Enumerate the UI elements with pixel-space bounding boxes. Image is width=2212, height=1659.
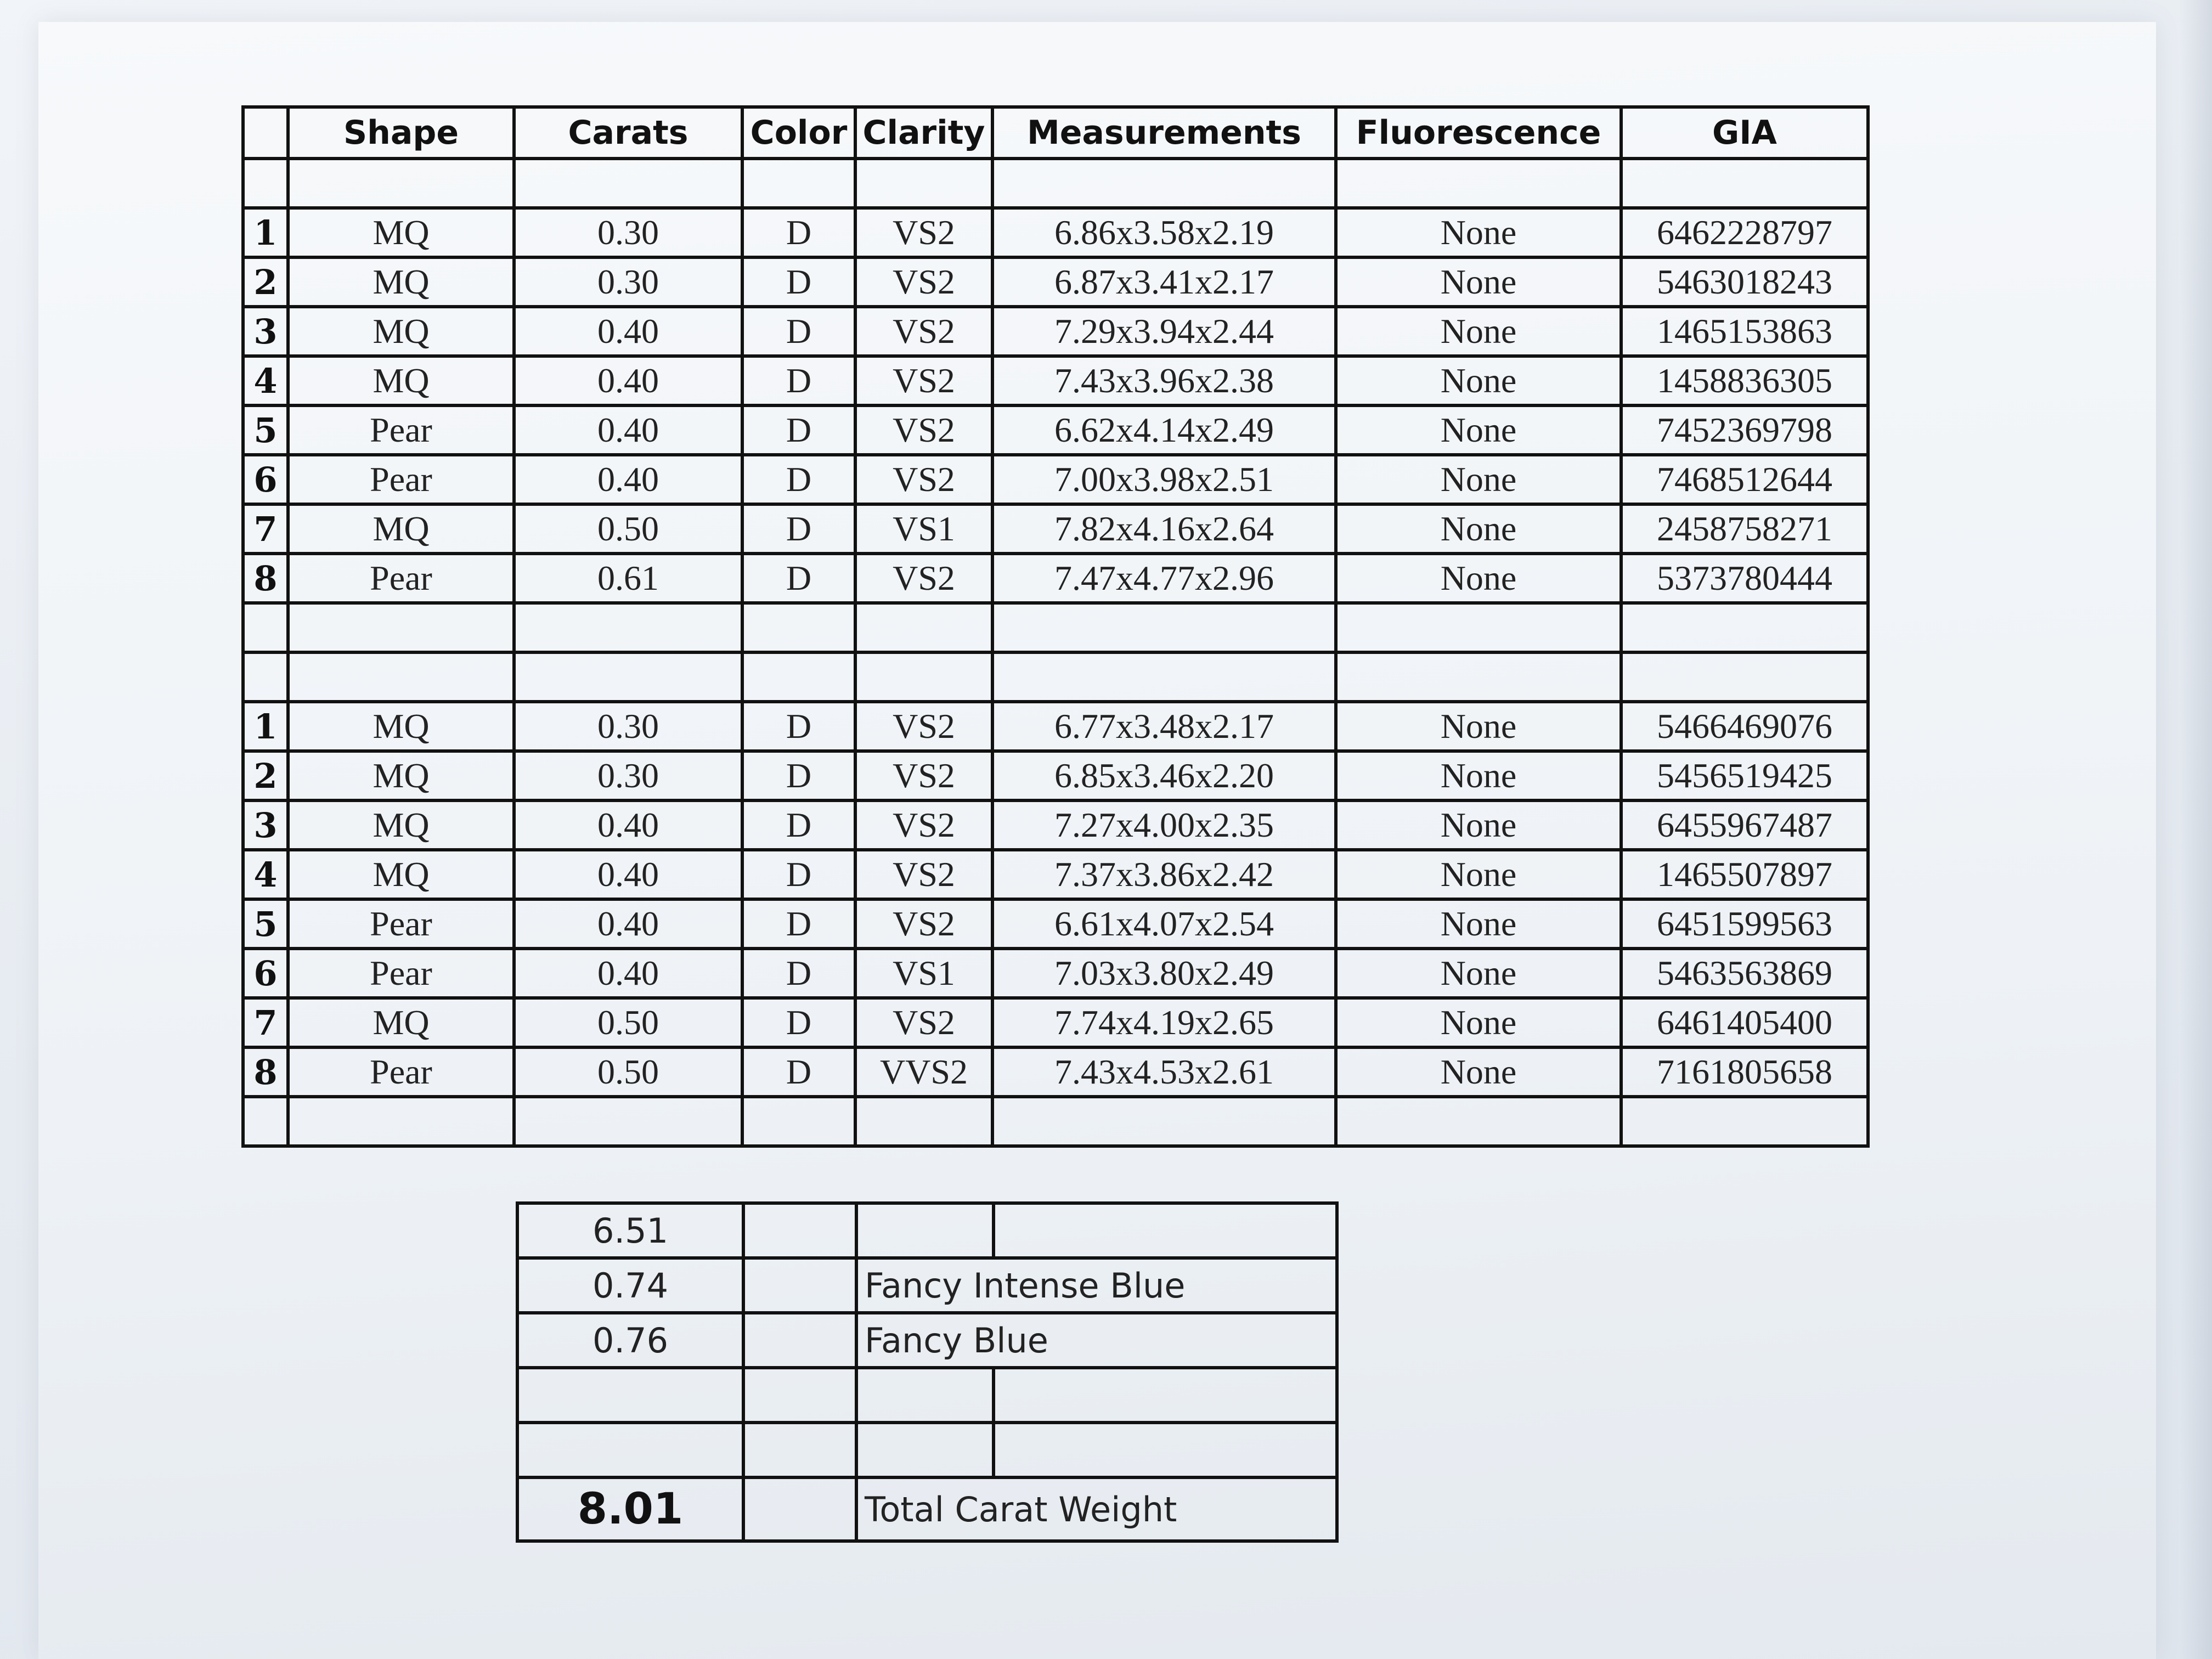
stone-measurements: 6.77x3.48x2.17 (992, 702, 1336, 751)
stone-index: 3 (243, 800, 288, 850)
stone-measurements: 6.86x3.58x2.19 (992, 208, 1336, 257)
stone-fluorescence: None (1336, 504, 1621, 554)
stone-gia-number: 5463563869 (1621, 949, 1868, 998)
stone-index: 3 (243, 307, 288, 356)
stone-gia-number: 5456519425 (1621, 751, 1868, 800)
stone-gia-number: 1465153863 (1621, 307, 1868, 356)
page-shadow (2179, 0, 2212, 1659)
table-row (243, 356, 1868, 405)
stone-color: D (742, 405, 855, 455)
table-row (243, 405, 1868, 455)
stone-clarity: VS2 (855, 405, 992, 455)
stone-clarity: VS2 (855, 899, 992, 949)
stone-measurements: 7.47x4.77x2.96 (992, 554, 1336, 603)
stone-color: D (742, 998, 855, 1047)
stone-measurements: 7.82x4.16x2.64 (992, 504, 1336, 554)
stone-index: 7 (243, 998, 288, 1047)
empty-cell (1621, 652, 1868, 702)
empty-cell (856, 1203, 994, 1258)
table-row (243, 257, 1868, 307)
stone-gia-number: 7468512644 (1621, 455, 1868, 504)
empty-cell (1336, 603, 1621, 652)
empty-cell (1336, 652, 1621, 702)
stone-shape: Pear (288, 405, 514, 455)
stone-carats: 0.50 (514, 504, 742, 554)
stone-clarity: VS2 (855, 800, 992, 850)
subtotal-carats: 6.51 (517, 1203, 743, 1258)
stone-gia-number: 2458758271 (1621, 504, 1868, 554)
header-fluorescence: Fluorescence (1336, 107, 1621, 159)
empty-cell (743, 1477, 856, 1541)
summary-blank-row (517, 1368, 1337, 1423)
blank-row (243, 159, 1868, 208)
stone-fluorescence: None (1336, 208, 1621, 257)
stone-color: D (742, 949, 855, 998)
stone-gia-number: 6455967487 (1621, 800, 1868, 850)
stone-clarity: VS2 (855, 998, 992, 1047)
header-row (243, 107, 1868, 159)
stone-carats: 0.30 (514, 257, 742, 307)
table-row (243, 850, 1868, 899)
table-row (243, 307, 1868, 356)
table-row (243, 1047, 1868, 1097)
diamond-table-body (243, 107, 1868, 1146)
stone-index: 1 (243, 702, 288, 751)
stone-clarity: VS2 (855, 257, 992, 307)
stone-fluorescence: None (1336, 455, 1621, 504)
stone-measurements: 6.85x3.46x2.20 (992, 751, 1336, 800)
stone-clarity: VS1 (855, 504, 992, 554)
empty-cell (243, 652, 288, 702)
stone-index: 8 (243, 554, 288, 603)
header-index (243, 107, 288, 159)
stone-measurements: 7.74x4.19x2.65 (992, 998, 1336, 1047)
summary-blank-row (517, 1423, 1337, 1477)
stone-shape: MQ (288, 751, 514, 800)
table-row (243, 554, 1868, 603)
stone-shape: MQ (288, 702, 514, 751)
empty-cell (288, 603, 514, 652)
stone-color: D (742, 208, 855, 257)
stone-color: D (742, 751, 855, 800)
empty-cell (743, 1368, 856, 1423)
empty-cell (743, 1203, 856, 1258)
stone-shape: MQ (288, 800, 514, 850)
stone-gia-number: 6461405400 (1621, 998, 1868, 1047)
stone-measurements: 7.37x3.86x2.42 (992, 850, 1336, 899)
empty-cell (288, 1097, 514, 1146)
stone-color: D (742, 356, 855, 405)
stone-color: D (742, 554, 855, 603)
stone-clarity: VS2 (855, 356, 992, 405)
blank-row (243, 1097, 1868, 1146)
empty-cell (243, 603, 288, 652)
stone-clarity: VS2 (855, 554, 992, 603)
stone-gia-number: 1465507897 (1621, 850, 1868, 899)
stone-fluorescence: None (1336, 702, 1621, 751)
empty-cell (743, 1313, 856, 1368)
stone-clarity: VS2 (855, 307, 992, 356)
header-shape: Shape (288, 107, 514, 159)
stone-measurements: 7.29x3.94x2.44 (992, 307, 1336, 356)
stone-carats: 0.50 (514, 1047, 742, 1097)
table-row (243, 751, 1868, 800)
empty-cell (743, 1423, 856, 1477)
stone-shape: Pear (288, 949, 514, 998)
stone-fluorescence: None (1336, 405, 1621, 455)
stone-clarity: VS2 (855, 702, 992, 751)
header-clarity: Clarity (855, 107, 992, 159)
stone-fluorescence: None (1336, 899, 1621, 949)
stone-carats: 0.61 (514, 554, 742, 603)
stone-carats: 0.40 (514, 949, 742, 998)
subtotal-row (517, 1203, 1337, 1258)
fancy-intense-label: Fancy Intense Blue (856, 1258, 1337, 1313)
empty-cell (514, 159, 742, 208)
stone-shape: MQ (288, 356, 514, 405)
fancy-intense-carats: 0.74 (517, 1258, 743, 1313)
stone-index: 5 (243, 405, 288, 455)
empty-cell (288, 652, 514, 702)
empty-cell (514, 652, 742, 702)
empty-cell (288, 159, 514, 208)
stone-carats: 0.40 (514, 307, 742, 356)
stone-fluorescence: None (1336, 307, 1621, 356)
empty-cell (1336, 1097, 1621, 1146)
empty-cell (517, 1423, 743, 1477)
stone-carats: 0.40 (514, 850, 742, 899)
empty-cell (514, 603, 742, 652)
stone-shape: Pear (288, 455, 514, 504)
header-measurements: Measurements (992, 107, 1336, 159)
blank-row (243, 652, 1868, 702)
stone-color: D (742, 850, 855, 899)
stone-gia-number: 5373780444 (1621, 554, 1868, 603)
stone-fluorescence: None (1336, 800, 1621, 850)
stone-color: D (742, 504, 855, 554)
stone-fluorescence: None (1336, 257, 1621, 307)
empty-cell (855, 652, 992, 702)
table-row (243, 702, 1868, 751)
empty-cell (517, 1368, 743, 1423)
stone-shape: MQ (288, 504, 514, 554)
stone-clarity: VVS2 (855, 1047, 992, 1097)
stone-index: 6 (243, 455, 288, 504)
stone-clarity: VS2 (855, 850, 992, 899)
stone-clarity: VS1 (855, 949, 992, 998)
stone-carats: 0.40 (514, 800, 742, 850)
empty-cell (856, 1368, 994, 1423)
empty-cell (514, 1097, 742, 1146)
empty-cell (994, 1423, 1337, 1477)
diamond-table (241, 105, 1870, 1148)
stone-carats: 0.40 (514, 356, 742, 405)
stone-gia-number: 6462228797 (1621, 208, 1868, 257)
empty-cell (855, 159, 992, 208)
empty-cell (243, 159, 288, 208)
table-row (243, 455, 1868, 504)
stone-color: D (742, 800, 855, 850)
stone-fluorescence: None (1336, 1047, 1621, 1097)
stone-carats: 0.30 (514, 208, 742, 257)
stone-shape: MQ (288, 208, 514, 257)
empty-cell (994, 1368, 1337, 1423)
stone-index: 1 (243, 208, 288, 257)
table-row (243, 949, 1868, 998)
stone-carats: 0.30 (514, 702, 742, 751)
stone-color: D (742, 307, 855, 356)
stone-index: 4 (243, 850, 288, 899)
stone-index: 6 (243, 949, 288, 998)
stone-measurements: 6.61x4.07x2.54 (992, 899, 1336, 949)
stone-fluorescence: None (1336, 949, 1621, 998)
stone-index: 4 (243, 356, 288, 405)
empty-cell (855, 603, 992, 652)
stone-clarity: VS2 (855, 751, 992, 800)
empty-cell (742, 159, 855, 208)
stone-color: D (742, 899, 855, 949)
stone-measurements: 7.43x4.53x2.61 (992, 1047, 1336, 1097)
stone-measurements: 7.03x3.80x2.49 (992, 949, 1336, 998)
empty-cell (1336, 159, 1621, 208)
stone-fluorescence: None (1336, 850, 1621, 899)
empty-cell (992, 1097, 1336, 1146)
stone-gia-number: 5466469076 (1621, 702, 1868, 751)
header-color: Color (742, 107, 855, 159)
stone-color: D (742, 1047, 855, 1097)
stone-index: 5 (243, 899, 288, 949)
blank-row (243, 603, 1868, 652)
total-label: Total Carat Weight (856, 1477, 1337, 1541)
table-row (243, 998, 1868, 1047)
empty-cell (994, 1203, 1337, 1258)
stone-carats: 0.40 (514, 405, 742, 455)
stone-carats: 0.40 (514, 455, 742, 504)
table-row (243, 504, 1868, 554)
empty-cell (992, 603, 1336, 652)
empty-cell (855, 1097, 992, 1146)
stone-shape: MQ (288, 850, 514, 899)
fancy-blue-label: Fancy Blue (856, 1313, 1337, 1368)
stone-gia-number: 7161805658 (1621, 1047, 1868, 1097)
stone-carats: 0.50 (514, 998, 742, 1047)
stone-shape: Pear (288, 1047, 514, 1097)
empty-cell (742, 603, 855, 652)
stone-measurements: 6.87x3.41x2.17 (992, 257, 1336, 307)
stone-shape: Pear (288, 554, 514, 603)
stone-carats: 0.40 (514, 899, 742, 949)
stone-shape: MQ (288, 998, 514, 1047)
stone-fluorescence: None (1336, 998, 1621, 1047)
stone-measurements: 7.00x3.98x2.51 (992, 455, 1336, 504)
empty-cell (743, 1258, 856, 1313)
table-row (243, 800, 1868, 850)
stone-index: 7 (243, 504, 288, 554)
empty-cell (992, 159, 1336, 208)
stone-index: 2 (243, 257, 288, 307)
empty-cell (742, 652, 855, 702)
stone-fluorescence: None (1336, 356, 1621, 405)
stone-gia-number: 1458836305 (1621, 356, 1868, 405)
stone-measurements: 7.27x4.00x2.35 (992, 800, 1336, 850)
total-carats: 8.01 (517, 1477, 743, 1541)
summary-table (516, 1201, 1339, 1543)
table-row (243, 208, 1868, 257)
stone-measurements: 7.43x3.96x2.38 (992, 356, 1336, 405)
empty-cell (992, 652, 1336, 702)
stone-color: D (742, 455, 855, 504)
stone-carats: 0.30 (514, 751, 742, 800)
fancy-blue-row (517, 1313, 1337, 1368)
stone-gia-number: 7452369798 (1621, 405, 1868, 455)
stone-clarity: VS2 (855, 455, 992, 504)
header-carats: Carats (514, 107, 742, 159)
empty-cell (1621, 159, 1868, 208)
stone-index: 8 (243, 1047, 288, 1097)
empty-cell (243, 1097, 288, 1146)
stone-gia-number: 5463018243 (1621, 257, 1868, 307)
fancy-blue-carats: 0.76 (517, 1313, 743, 1368)
empty-cell (856, 1423, 994, 1477)
stone-measurements: 6.62x4.14x2.49 (992, 405, 1336, 455)
stone-fluorescence: None (1336, 751, 1621, 800)
stone-fluorescence: None (1336, 554, 1621, 603)
stone-shape: Pear (288, 899, 514, 949)
stone-clarity: VS2 (855, 208, 992, 257)
stone-index: 2 (243, 751, 288, 800)
stone-color: D (742, 257, 855, 307)
stone-gia-number: 6451599563 (1621, 899, 1868, 949)
empty-cell (742, 1097, 855, 1146)
empty-cell (1621, 1097, 1868, 1146)
stone-color: D (742, 702, 855, 751)
empty-cell (1621, 603, 1868, 652)
stone-shape: MQ (288, 307, 514, 356)
stone-shape: MQ (288, 257, 514, 307)
total-row (517, 1477, 1337, 1541)
fancy-intense-row (517, 1258, 1337, 1313)
table-row (243, 899, 1868, 949)
header-gia: GIA (1621, 107, 1868, 159)
